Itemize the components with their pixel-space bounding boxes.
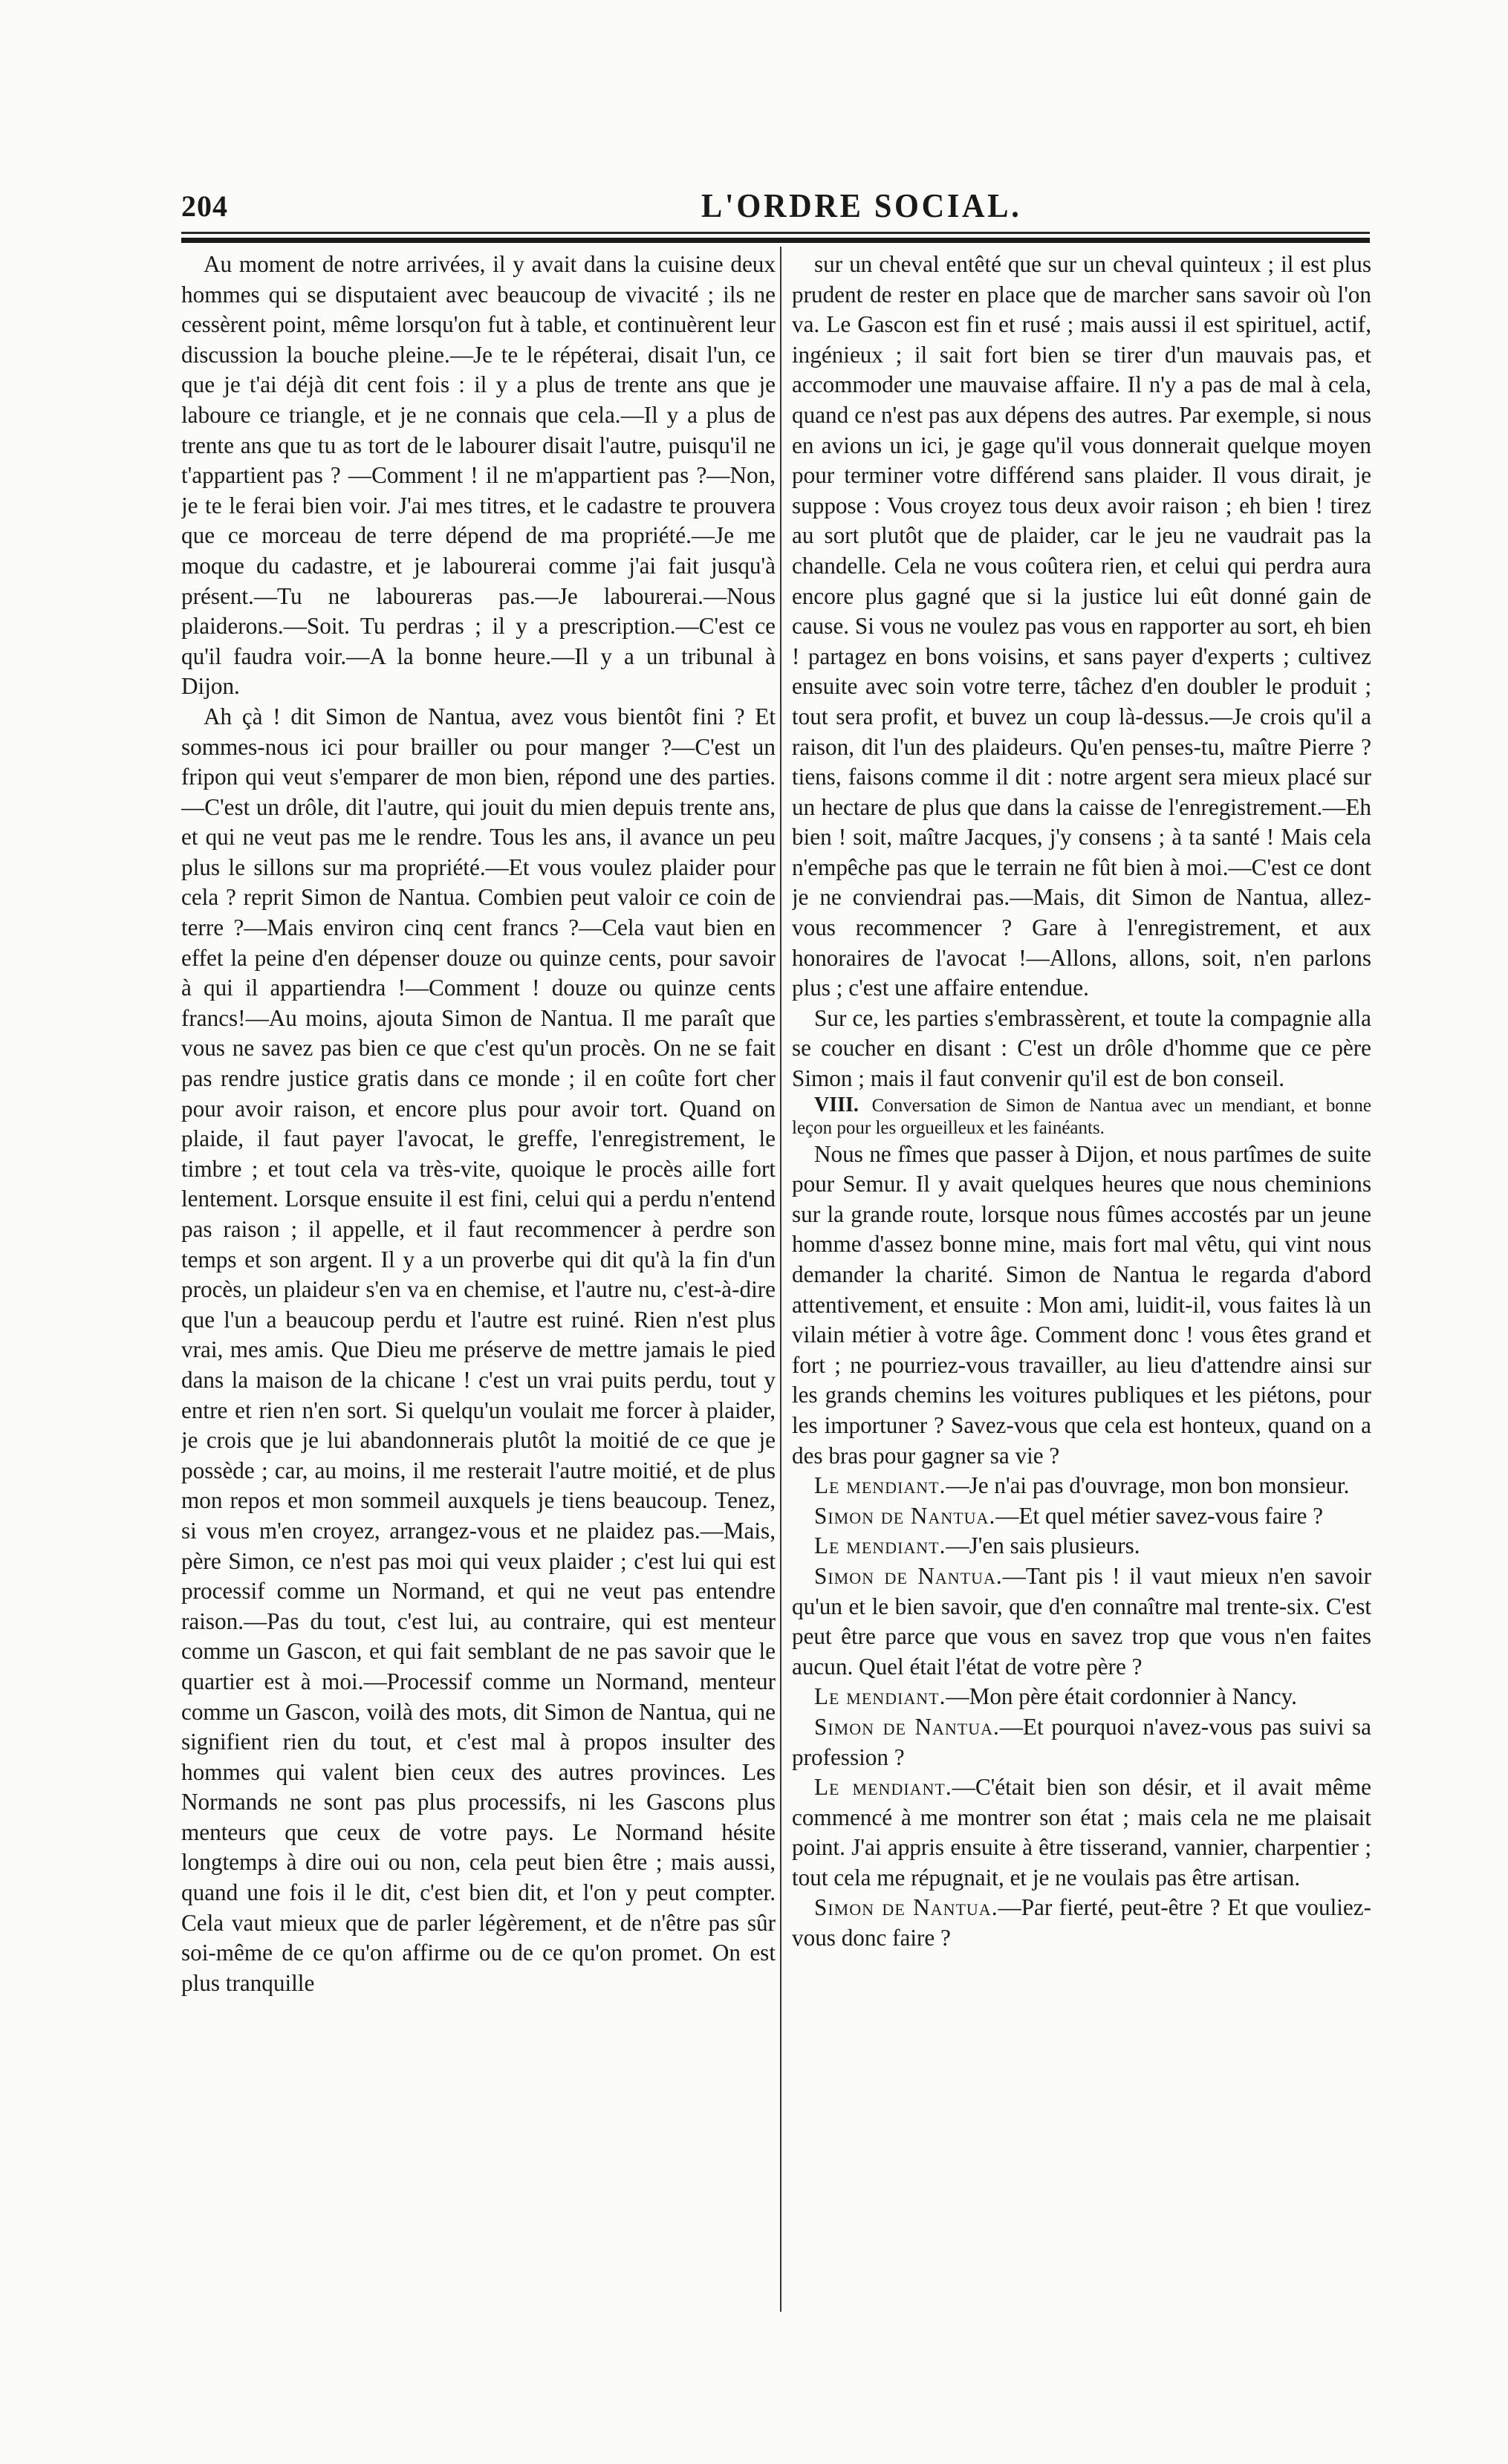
dialogue-line <box>792 1561 1371 1682</box>
dialogue-text: —Tant pis ! il vaut mieux n'en savoir qu'un et le bien savoir, que d'en connaître mal trente-six. C'est peut être parce que vous en savez trop que vous n'en faites aucun. Quel était l'état de votre père ? <box>792 1562 1371 1680</box>
page-header <box>181 186 1370 230</box>
dialogue-line <box>792 1531 1371 1561</box>
dialogue-text: —C'était bien son désir, et il avait même commencé à me montrer son état ; mais cela ne me plaisait point. J'ai appris ensuite à être tisserand, vannier, charpentier ; tout cela me répugnait, et je ne voulais pas être artisan. <box>792 1774 1371 1891</box>
header-rule-thick <box>181 238 1370 243</box>
speaker-name: Simon de Nantua. <box>814 1713 1000 1740</box>
speaker-name: Simon de Nantua. <box>814 1894 998 1921</box>
column-divider <box>780 247 781 2312</box>
speaker-name: Le mendiant. <box>814 1683 946 1710</box>
dialogue-line <box>792 1471 1371 1501</box>
dialogue <box>792 1471 1371 1954</box>
section-heading <box>792 1094 1371 1140</box>
dialogue-line <box>792 1712 1371 1772</box>
paragraph: Sur ce, les parties s'embrassèrent, et toute la compagnie alla se coucher en disant : C'est un drôle d'homme que ce père Simon ; mais il faut convenir qu'il est de bon conseil. <box>792 1004 1371 1092</box>
paragraph: sur un cheval entêté que sur un cheval quinteux ; il est plus prudent de rester en place que de marcher sans savoir où l'on va. Le Gascon est fin et rusé ; mais aussi il est spirituel, actif, ingénieux ; il sait fort bien se tirer d'un mauvais pas, et accommoder une mauvaise affaire. Il n'y a pas de mal à cela, quand ce n'est pas aux dépens des autres. Par exemple, si nous en avions un ici, je gage qu'il vous donnerait quelque moyen pour terminer votre différend sans plaider. Il vous dirait, je suppose : Vous croyez tous deux avoir raison ; eh bien ! tirez au sort plutôt que de plaider, car le jeu ne vaudrait pas la chandelle. Cela ne vous coûtera rien, et celui qui perdra aura encore plus gagné que si la justice lui eût donné gain de cause. Si vous ne voulez pas vous en rapporter au sort, eh bien ! partagez en bons voisins, et sans payer d'experts ; cultivez ensuite avec soin votre terre, tâchez d'en doubler le produit ; tout sera profit, et buvez un coup là-dessus.—Je crois qu'il a raison, dit l'un des plaideurs. Qu'en penses-tu, maître Pierre ? tiens, faisons comme il dit : notre argent sera mieux placé sur un hectare de plus que dans la caisse de l'enregistrement.—Eh bien ! soit, maître Jacques, j'y consens ; à ta santé ! Mais cela n'empêche pas que le terrain ne fût bien à moi.—C'est ce dont je ne conviendrai pas.—Mais, dit Simon de Nantua, allez-vous recommencer ? Gare à l'enregistrement, et aux honoraires de l'avocat !—Allons, allons, soit, n'en parlons plus ; c'est une affaire entendue. <box>792 251 1371 1001</box>
page-number: 204 <box>181 189 228 223</box>
paragraph: Au moment de notre arrivées, il y avait dans la cuisine deux hommes qui se disputaient avec beaucoup de vivacité ; ils ne cessèrent point, même lorsqu'on fut à table, et continuèrent leur discussion la bouche pleine.—Je te le répéterai, disait l'un, ce que je t'ai déjà dit cent fois : il y a plus de trente ans que je laboure ce triangle, et je ne connais que cela.—Il y a plus de trente ans que tu as tort de le labourer disait l'autre, puisqu'il ne t'appartient pas ? —Comment ! il ne m'appartient pas ?—Non, je te le ferai bien voir. J'ai mes titres, et le cadastre te prouvera que ce morceau de terre dépend de ma propriété.—Je me moque du cadastre, et je labourerai comme j'ai fait jusqu'à présent.—Tu ne laboureras pas.—Je labourerai.—Nous plaiderons.—Soit. Tu perdras ; il y a prescription.—C'est ce qu'il faudra voir.—A la bonne heure.—Il y a un tribunal à Dijon. <box>181 251 776 700</box>
dialogue-text: —Et quel métier savez-vous faire ? <box>995 1502 1324 1529</box>
speaker-name: Simon de Nantua. <box>814 1562 1003 1589</box>
dialogue-text: —Mon père était cordonnier à Nancy. <box>946 1683 1297 1710</box>
dialogue-text: —J'en sais plusieurs. <box>946 1532 1140 1559</box>
right-column <box>792 250 1371 2315</box>
paragraph: Ah çà ! dit Simon de Nantua, avez vous bientôt fini ? Et sommes-nous ici pour brailler ou pour manger ?—C'est un fripon qui veut s'emparer de mon bien, répond une des parties.—C'est un drôle, dit l'autre, qui jouit du mien depuis trente ans, et qui ne veut pas me le rendre. Tous les ans, il avance un peu plus le sillons sur ma propriété.—Et vous voulez plaider pour cela ? reprit Simon de Nantua. Combien peut valoir ce coin de terre ?—Mais environ cinq cent francs ?—Cela vaut bien en effet la peine d'en dépenser douze ou quinze cents, pour savoir à qui il appartiendra !—Comment ! douze ou quinze cents francs!—Au moins, ajouta Simon de Nantua. Il me paraît que vous ne savez pas bien ce que c'est qu'un procès. On ne se fait pas rendre justice gratis dans ce monde ; il en coûte fort cher pour avoir raison, et encore plus pour avoir tort. Quand on plaide, il faut payer l'avocat, le greffe, l'enregistrement, le timbre ; et tout cela va très-vite, quoique le procès aille fort lentement. Lorsque ensuite il est fini, celui qui a perdu n'entend pas raison ; il appelle, et il faut recommencer à perdre son temps et son argent. Il y a un proverbe qui dit qu'à la fin d'un procès, un plaideur s'en va en chemise, et l'autre nu, c'est-à-dire que l'un a beaucoup perdu et l'autre est ruiné. Rien n'est plus vrai, mes amis. Que Dieu me préserve de mettre jamais le pied dans la maison de la chicane ! c'est un vrai puits perdu, tout y entre et rien n'en sort. Si quelqu'un voulait me forcer à plaider, je crois que je lui abandonnerais plutôt la moitié de ce que je possède ; car, au moins, il me resterait l'autre moitié, et de plus mon repos et mon sommeil auxquels je tiens beaucoup. Tenez, si vous m'en croyez, arrangez-vous et ne plaidez pas.—Mais, père Simon, ce n'est pas moi qui veux plaider ; c'est lui qui est processif comme un Normand, et qui ne veut pas entendre raison.—Pas du tout, c'est lui, au contraire, qui est menteur comme un Gascon, et qui fait semblant de ne pas savoir que le quartier est à moi.—Processif comme un Normand, menteur comme un Gascon, voilà des mots, dit Simon de Nantua, qui ne signifient rien du tout, et c'est mal à propos insulter des hommes qui valent bien ceux des autres provinces. Les Normands ne sont pas plus processifs, ni les Gascons plus menteurs que ceux de votre pays. Le Normand hésite longtemps à dire oui ou non, cela peut bien être ; mais aussi, quand une fois il le dit, c'est bien dit, et l'on y peut compter. Cela vaut mieux que de parler légèrement, et de n'être pas sûr soi-même de ce qu'on affirme ou de ce qu'on promet. On est plus tranquille <box>181 703 776 1996</box>
dialogue-line <box>792 1772 1371 1893</box>
dialogue-line <box>792 1893 1371 1953</box>
speaker-name: Le mendiant. <box>814 1532 946 1559</box>
dialogue-text: —Par fierté, peut-être ? Et que vouliez-vous donc faire ? <box>792 1894 1371 1951</box>
dialogue-line <box>792 1501 1371 1532</box>
left-column <box>181 250 776 2315</box>
speaker-name: Le mendiant. <box>814 1472 946 1499</box>
section-number: VIII. <box>814 1093 859 1116</box>
dialogue-text: —Et pourquoi n'avez-vous pas suivi sa profession ? <box>792 1713 1371 1770</box>
dialogue-text: —Je n'ai pas d'ouvrage, mon bon monsieur. <box>946 1472 1350 1499</box>
paragraph: Nous ne fîmes que passer à Dijon, et nous partîmes de suite pour Semur. Il y avait quelques heures que nous cheminions sur la grande route, lorsque nous fûmes accostés par un jeune homme d'assez bonne mine, mais fort mal vêtu, qui vint nous demander la charité. Simon de Nantua le regarda d'abord attentivement, et ensuite : Mon ami, luidit-il, vous faites là un vilain métier à votre âge. Comment donc ! vous êtes grand et fort ; ne pourriez-vous travailler, au lieu d'attendre ainsi sur les grands chemins les voitures publiques et les piétons, pour les importuner ? Savez-vous que cela est honteux, quand on a des bras pour gagner sa vie ? <box>792 1140 1371 1469</box>
dialogue-line <box>792 1682 1371 1712</box>
speaker-name: Le mendiant. <box>814 1774 952 1801</box>
running-title: L'ORDRE SOCIAL. <box>701 186 1022 224</box>
speaker-name: Simon de Nantua. <box>814 1502 996 1529</box>
section-title: Conversation de Simon de Nantua avec un mendiant, et bonne leçon pour les orgueilleux et les fainéants. <box>792 1095 1371 1138</box>
header-rule-thin <box>181 232 1370 234</box>
